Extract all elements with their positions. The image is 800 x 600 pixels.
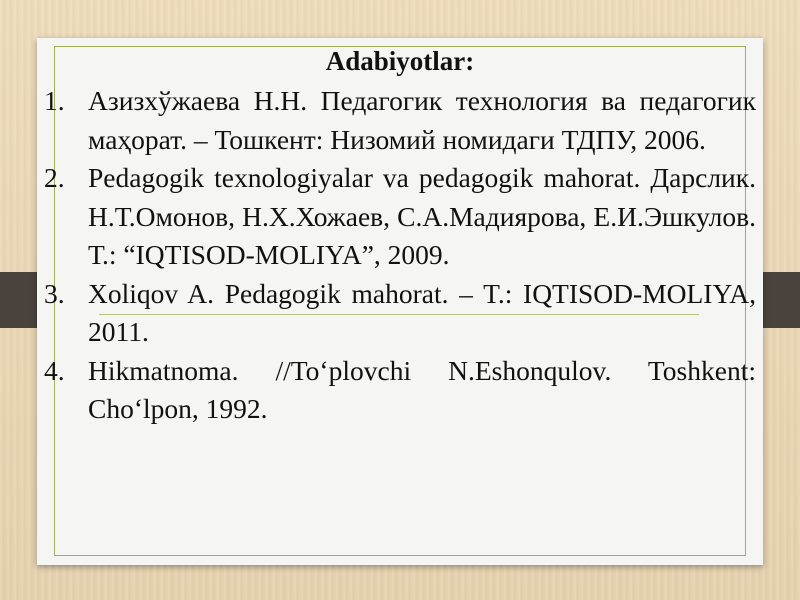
reference-item: [44, 159, 756, 275]
reference-number: 3.: [44, 277, 65, 309]
reference-number: 4.: [44, 354, 65, 386]
reference-item: [44, 82, 756, 159]
reference-text: Азизхўжаева Н.Н. Педагогик технология ва педагогик маҳорат. – Тошкент: Низомий номидаги ТДПУ, 2006.: [88, 85, 756, 155]
reference-number: 2.: [44, 162, 65, 193]
slide-content: [37, 38, 763, 565]
slide-heading: Adabiyotlar:: [325, 46, 475, 76]
reference-list: [44, 82, 756, 429]
reference-item: [44, 352, 756, 429]
reference-item: [44, 275, 756, 352]
reference-text: Xoliqov A. Pedagogik mahorat. – T.: IQTISOD-MOLIYA, 2011.: [88, 277, 756, 347]
reference-number: 1.: [44, 85, 65, 116]
slide-card: [37, 38, 763, 565]
reference-text: Pedagogik texnologiyalar va pedagogik mahorat. Дарслик. Н.Т.Омонов, Н.Х.Хожаев, С.А.Мадиярова, Е.И.Эшкулов. Т.: “IQTISOD-MOLIYA”, 2009.: [88, 162, 756, 270]
reference-text: Hikmatnoma. //To‘plovchi N.Eshonqulov. Toshkent: Cho‘lpon, 1992.: [88, 354, 756, 424]
